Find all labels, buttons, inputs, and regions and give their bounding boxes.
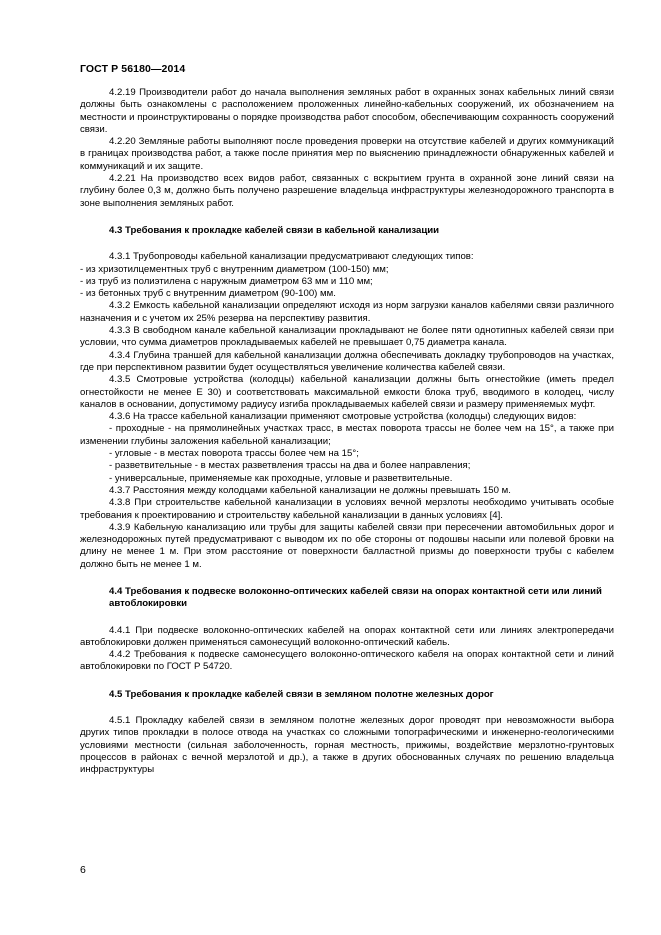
- list-item: - из труб из полиэтилена с наружным диаметром 63 мм и 110 мм;: [80, 275, 373, 287]
- paragraph: 4.2.20 Земляные работы выполняют после проведения проверки на отсутствие кабелей и других коммуникаций в границах производства работ, а также после принятия мер по выяснению принадлежности обнаруженных кабелей и коммуникаций и их защите.: [80, 136, 614, 172]
- paragraph: 4.2.21 На производство всех видов работ, связанных с вскрытием грунта в охранной зоне линий связи на глубину более 0,3 м, должно быть получено разрешение владельца инфраструктуры железнодорожного транспорта в зоне выполнения земляных работ.: [80, 173, 614, 209]
- paragraph: 4.3.2 Емкость кабельной канализации определяют исходя из норм загрузки каналов кабелями связи различного назначения и с учетом их 25% резерва на перспективу развития.: [80, 300, 614, 324]
- document-code-header: ГОСТ Р 56180—2014: [80, 63, 186, 75]
- paragraph: 4.3.7 Расстояния между колодцами кабельной канализации не должны превышать 150 м.: [109, 484, 511, 496]
- paragraph: 4.3.6 На трассе кабельной канализации применяют смотровые устройства (колодцы) следующих видов:: [109, 411, 577, 423]
- section-heading: 4.3 Требования к прокладке кабелей связи в кабельной канализации: [109, 224, 440, 236]
- paragraph: 4.4.2 Требования к подвеске самонесущего волоконно-оптического кабеля на опорах контактной сети и линий автоблокировки по ГОСТ Р 54720.: [80, 649, 614, 673]
- section-heading: 4.5 Требования к прокладке кабелей связи в земляном полотне железных дорог: [109, 688, 494, 700]
- list-item: - из хризотилцементных труб с внутренним диаметром (100-150) мм;: [80, 263, 389, 275]
- list-item: - разветвительные - в местах разветвления трассы на два и более направления;: [109, 460, 471, 472]
- paragraph: 4.3.8 При строительстве кабельной канализации в условиях вечной мерзлоты необходимо учитывать особые требования к проектированию и строительству кабельной канализации в данных условиях [4].: [80, 497, 614, 521]
- paragraph: - проходные - на прямолинейных участках трасс, в местах поворота трассы не более чем на 15°, а также при изменении глубины заложения кабельной канализации;: [80, 423, 614, 447]
- paragraph: 4.3.9 Кабельную канализацию или трубы для защиты кабелей связи при пересечении автомобильных дорог и железнодорожных путей предусматривают с выводом их по обе стороны от подошвы насыпи или полевой бровки на длину не менее 1 м. При этом расстояние от поверхности балластной призмы до поверхности трубы с кабелем должно быть не менее 1 м.: [80, 521, 614, 570]
- page-number: 6: [80, 864, 86, 876]
- paragraph: 4.4.1 При подвеске волоконно-оптических кабелей на опорах контактной сети или линиях электропередачи автоблокировки должен применяться самонесущий волоконно-оптический кабель.: [80, 624, 614, 648]
- list-item: - из бетонных труб с внутренним диаметром (90-100) мм.: [80, 288, 336, 300]
- paragraph: 4.3.1 Трубопроводы кабельной канализации предусматривают следующих типов:: [109, 251, 474, 263]
- section-heading: 4.4 Требования к подвеске волоконно-оптических кабелей связи на опорах контактной сети или линий автоблокировки: [109, 585, 602, 610]
- paragraph: 4.5.1 Прокладку кабелей связи в земляном полотне железных дорог проводят при невозможности выбора других типов прокладки в полосе отвода на участках со сложными топографическими и инженерно-геологическими условиями местности (сильная заболоченность, горная местность, прижимы, воздействие мерзлотно-грунтовых процессов в районах с вечной мерзлотой и др.), а также в других обоснованных случаях по решению владельца инфраструктуры: [80, 715, 614, 776]
- list-item: - универсальные, применяемые как проходные, угловые и разветвительные.: [109, 472, 453, 484]
- paragraph: 4.2.19 Производители работ до начала выполнения земляных работ в охранных зонах кабельных линий связи должны быть ознакомлены с расположением проложенных линейно-кабельных сооружений, их обозначением на местности и проинструктированы о порядке производства работ способом, обеспечивающим сохранность сооружений связи.: [80, 87, 614, 135]
- paragraph: 4.3.3 В свободном канале кабельной канализации прокладывают не более пяти однотипных кабелей связи при условии, что сумма диаметров прокладываемых кабелей не превышает 0,75 диаметра канала.: [80, 325, 614, 349]
- paragraph: 4.3.5 Смотровые устройства (колодцы) кабельной канализации должны быть огнестойкие (иметь предел огнестойкости не менее Е 30) и соответствовать максимальной емкости блока труб, вводимого в колодец, числу каналов в основании, допустимому радиусу изгиба прокладываемых кабелей связи и размеру применяемых муфт.: [80, 374, 614, 410]
- list-item: - угловые - в местах поворота трассы более чем на 15°;: [109, 448, 359, 460]
- document-body: [80, 87, 614, 777]
- paragraph: 4.3.4 Глубина траншей для кабельной канализации должна обеспечивать докладку трубопроводов на участках, где при перспективном развитии будет осуществляться увеличение количества кабелей связи.: [80, 349, 614, 373]
